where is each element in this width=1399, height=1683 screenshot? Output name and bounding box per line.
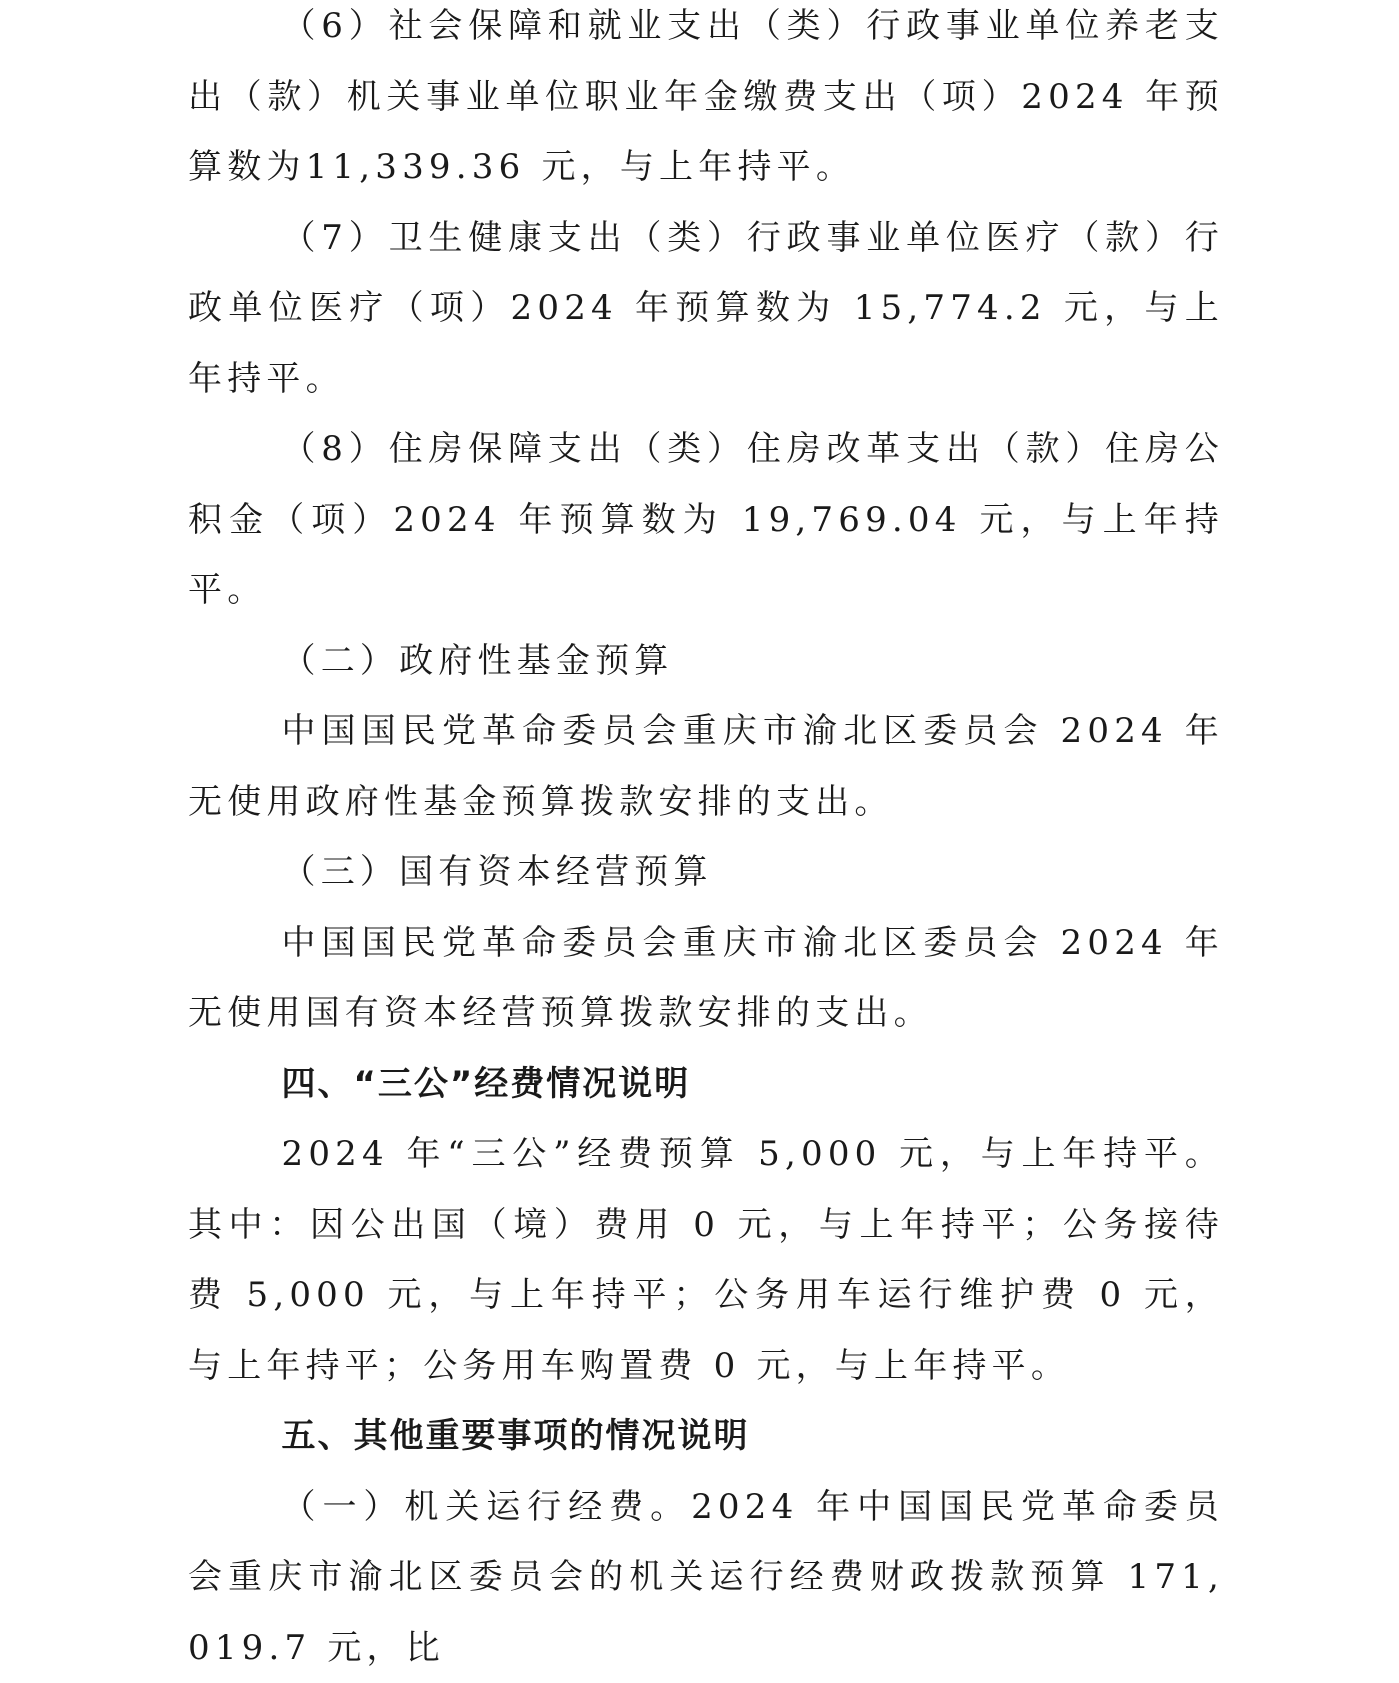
subheading-state-capital-budget: （三）国有资本经营预算 (188, 837, 1224, 908)
paragraph-government-fund-budget: 中国国民党革命委员会重庆市渝北区委员会 2024 年无使用政府性基金预算拨款安排的支出。 (188, 696, 1224, 837)
paragraph-three-public-expenses: 2024 年“三公”经费预算 5,000 元，与上年持平。其中：因公出国（境）费用 0 元，与上年持平；公务接待费 5,000 元，与上年持平；公务用车运行维护费 0 元，与上年持平；公务用车购置费 0 元，与上年持平。 (188, 1119, 1224, 1401)
paragraph-operating-funds: （一）机关运行经费。2024 年中国国民党革命委员会重庆市渝北区委员会的机关运行经费财政拨款预算 171,019.7 元，比 (188, 1472, 1224, 1683)
subheading-government-fund-budget: （二）政府性基金预算 (188, 626, 1224, 697)
paragraph-housing-fund-expenditure: （8）住房保障支出（类）住房改革支出（款）住房公积金（项）2024 年预算数为 19,769.04 元，与上年持平。 (188, 414, 1224, 626)
paragraph-pension-expenditure: （6）社会保障和就业支出（类）行政事业单位养老支出（款）机关事业单位职业年金缴费支出（项）2024 年预算数为11,339.36 元，与上年持平。 (188, 0, 1224, 203)
paragraph-medical-expenditure: （7）卫生健康支出（类）行政事业单位医疗（款）行政单位医疗（项）2024 年预算数为 15,774.2 元，与上年持平。 (188, 203, 1224, 415)
paragraph-state-capital-budget: 中国国民党革命委员会重庆市渝北区委员会 2024 年无使用国有资本经营预算拨款安排的支出。 (188, 908, 1224, 1049)
document-page (188, 0, 1224, 1683)
heading-three-public-expenses: 四、“三公”经费情况说明 (188, 1049, 1224, 1120)
heading-other-important-matters: 五、其他重要事项的情况说明 (188, 1401, 1224, 1472)
